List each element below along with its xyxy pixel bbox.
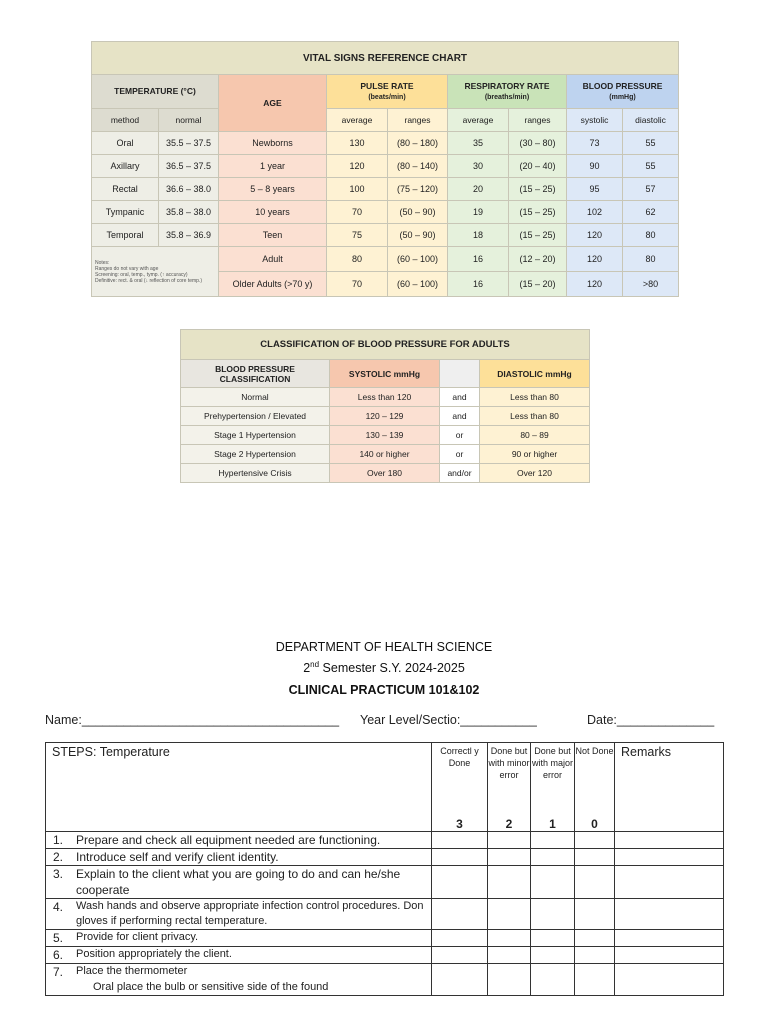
temperature-header: TEMPERATURE (°C) [92,75,219,109]
semester-text: Semester S.Y. 2024-2025 [319,661,465,675]
vital-signs-chart [91,41,679,297]
bp-diastolic: 62 [623,201,679,224]
remarks-cell[interactable] [615,899,724,930]
bp-classification-table [180,329,590,483]
sub-header-pulse-average: average [327,109,388,132]
score-cell-1[interactable] [531,832,575,849]
rating-header [488,743,531,832]
bp-class-systolic: 120 – 129 [330,407,440,426]
step-cell [46,832,432,849]
vital-row [92,132,679,155]
bp-class-systolic: Less than 120 [330,388,440,407]
sub-header-diastolic: diastolic [623,109,679,132]
bp-class-row [181,445,590,464]
pulse-average: 70 [327,272,388,297]
step-text: Position appropriately the client. [76,948,232,960]
bp-diastolic: 55 [623,155,679,178]
bp-diastolic: >80 [623,272,679,297]
semester-number: 2 [303,661,311,675]
score-cell-0[interactable] [575,964,615,996]
step-text: Place the thermometer [76,965,188,977]
pulse-average: 130 [327,132,388,155]
temp-method: Temporal [92,224,159,247]
semester-suffix: nd [310,659,320,669]
bp-systolic: 90 [567,155,623,178]
resp-range: (15 – 20) [509,272,567,297]
sub-header-normal: normal [159,109,219,132]
resp-average: 20 [448,178,509,201]
remarks-cell[interactable] [615,849,724,866]
step-sub-text: Oral place the bulb or sensitive side of the found [93,981,329,993]
score-cell-0[interactable] [575,832,615,849]
score-cell-3[interactable] [432,899,488,930]
resp-average: 16 [448,247,509,272]
year-level-field[interactable]: Year Level/Sectio:___________ [360,713,537,727]
bp-diastolic: 57 [623,178,679,201]
pulse-header [327,75,448,109]
bp-class-diastolic: 90 or higher [480,445,590,464]
remarks-header: Remarks [615,743,724,832]
age-cell: Adult [219,247,327,272]
step-cell [46,947,432,964]
pulse-average: 120 [327,155,388,178]
temp-normal: 35.5 – 37.5 [159,132,219,155]
bp-class-row [181,407,590,426]
score-cell-3[interactable] [432,947,488,964]
score-cell-2[interactable] [488,849,531,866]
score-cell-1[interactable] [531,947,575,964]
rating-label: Not Done [575,746,614,756]
resp-header-unit: (breaths/min) [484,93,530,101]
score-cell-0[interactable] [575,899,615,930]
bp-systolic: 102 [567,201,623,224]
resp-range: (12 – 20) [509,247,567,272]
pulse-range: (75 – 120) [388,178,448,201]
vital-row [92,224,679,247]
vital-row [92,201,679,224]
bp-class-conjunction: or [440,426,480,445]
notes-line: Notes: [95,259,110,266]
notes-line: Ranges do not vary with age [95,265,159,272]
bp-header-unit: (mmHg) [609,93,636,101]
step-text: Wash hands and observe appropriate infection control procedures. Don gloves if performing rectal temperature. [76,900,424,927]
vital-row [92,247,679,272]
age-header: AGE [219,75,327,132]
vital-row [92,155,679,178]
remarks-cell[interactable] [615,947,724,964]
step-cell [46,849,432,866]
table-row [46,849,724,866]
temp-normal: 36.6 – 38.0 [159,178,219,201]
score-cell-0[interactable] [575,947,615,964]
resp-range: (20 – 40) [509,155,567,178]
pulse-header-unit: (beats/min) [368,93,406,101]
temperature-notes [92,247,219,297]
sub-header-method: method [92,109,159,132]
score-cell-1[interactable] [531,964,575,996]
bp-class-row [181,464,590,483]
table-row [46,947,724,964]
resp-header-label: RESPIRATORY RATE [464,80,550,91]
bp-systolic: 95 [567,178,623,201]
bp-class-conjunction: and/or [440,464,480,483]
rating-label: Correctl y Done [440,746,479,768]
bp-class-systolic: 130 – 139 [330,426,440,445]
pulse-average: 75 [327,224,388,247]
student-info-line [45,713,725,731]
step-cell [46,930,432,947]
step-cell [46,964,432,996]
remarks-cell[interactable] [615,866,724,899]
step-number: 6. [53,948,64,962]
bp-class-conjunction: and [440,388,480,407]
score-cell-0[interactable] [575,930,615,947]
score-cell-1[interactable] [531,866,575,899]
bp-class-name: Stage 1 Hypertension [181,426,330,445]
score-cell-3[interactable] [432,849,488,866]
resp-average: 19 [448,201,509,224]
bp-header-label: BLOOD PRESSURE [582,80,663,91]
rating-header [432,743,488,832]
resp-range: (15 – 25) [509,178,567,201]
bp-class-row [181,388,590,407]
step-text: Prepare and check all equipment needed are functioning. [76,833,381,847]
remarks-cell[interactable] [615,964,724,996]
sub-header-resp-ranges: ranges [509,109,567,132]
name-field[interactable]: Name:_____________________________________ [45,713,340,727]
score-cell-2[interactable] [488,899,531,930]
temp-normal: 35.8 – 36.9 [159,224,219,247]
rating-header [531,743,575,832]
score-cell-1[interactable] [531,899,575,930]
bp-diastolic: 80 [623,247,679,272]
vital-row [92,178,679,201]
step-number: 5. [53,931,64,945]
score-cell-2[interactable] [488,866,531,899]
score-cell-3[interactable] [432,832,488,849]
bp-class-diastolic: Less than 80 [480,388,590,407]
semester-line [0,661,768,675]
table-row [46,832,724,849]
remarks-cell[interactable] [615,930,724,947]
bp-classification-title: CLASSIFICATION OF BLOOD PRESSURE FOR ADULTS [181,330,590,360]
sub-header-pulse-ranges: ranges [388,109,448,132]
step-text: Introduce self and verify client identity. [76,850,279,864]
step-text: Explain to the client what you are going to do and can he/she cooperate [76,867,401,897]
bp-class-header: BLOOD PRESSURE CLASSIFICATION [181,360,330,388]
resp-average: 35 [448,132,509,155]
bp-class-systolic: Over 180 [330,464,440,483]
step-cell [46,866,432,899]
score-cell-2[interactable] [488,947,531,964]
score-cell-2[interactable] [488,930,531,947]
steps-header: STEPS: Temperature [46,743,432,832]
rating-score: 2 [505,817,513,831]
score-cell-1[interactable] [531,849,575,866]
temp-normal: 36.5 – 37.5 [159,155,219,178]
bp-class-row [181,426,590,445]
bp-diastolic: 55 [623,132,679,155]
resp-average: 18 [448,224,509,247]
table-row [46,899,724,930]
rating-header [575,743,615,832]
course-title: CLINICAL PRACTICUM 101&102 [288,683,480,697]
step-number: 2. [53,850,64,864]
resp-header [448,75,567,109]
score-cell-0[interactable] [575,866,615,899]
temp-method: Axillary [92,155,159,178]
notes-line: Screening: oral, temp., tymp. (↑ accuracy) [95,271,188,278]
step-number: 4. [53,900,64,914]
bp-diastolic: 80 [623,224,679,247]
age-cell: Older Adults (>70 y) [219,272,327,297]
pulse-average: 70 [327,201,388,224]
temp-method: Rectal [92,178,159,201]
rating-score: 0 [591,817,598,831]
pulse-range: (50 – 90) [388,201,448,224]
pulse-header-label: PULSE RATE [360,80,414,91]
sub-header-systolic: systolic [567,109,623,132]
bp-class-conjunction: and [440,407,480,426]
pulse-range: (50 – 90) [388,224,448,247]
bp-class-name: Stage 2 Hypertension [181,445,330,464]
bp-class-name: Normal [181,388,330,407]
bp-systolic-header: SYSTOLIC mmHg [330,360,440,388]
resp-average: 30 [448,155,509,178]
step-number: 1. [53,833,64,847]
table-row [46,866,724,899]
bp-systolic: 120 [567,247,623,272]
bp-diastolic-header: DIASTOLIC mmHg [480,360,590,388]
score-cell-2[interactable] [488,964,531,996]
rating-label: Done but with minor error [488,746,530,780]
resp-range: (15 – 25) [509,224,567,247]
pulse-range: (60 – 100) [388,247,448,272]
age-cell: Newborns [219,132,327,155]
step-text: Provide for client privacy. [76,931,199,943]
temp-normal: 35.8 – 38.0 [159,201,219,224]
bp-class-diastolic: 80 – 89 [480,426,590,445]
resp-range: (30 – 80) [509,132,567,155]
bp-class-diastolic: Less than 80 [480,407,590,426]
notes-line: Definitive: rect. & oral (↓ reflection of core temp.) [95,277,202,284]
sub-header-resp-average: average [448,109,509,132]
resp-range: (15 – 25) [509,201,567,224]
temp-method: Oral [92,132,159,155]
bp-conjunction-header [440,360,480,388]
rating-label: Done but with major error [531,746,573,780]
pulse-range: (80 – 140) [388,155,448,178]
table-row [46,964,724,996]
step-cell [46,899,432,930]
score-cell-3[interactable] [432,930,488,947]
vital-chart-title: VITAL SIGNS REFERENCE CHART [92,42,679,75]
score-cell-1[interactable] [531,930,575,947]
bp-systolic: 120 [567,224,623,247]
score-cell-3[interactable] [432,964,488,996]
temp-method: Tympanic [92,201,159,224]
age-cell: 5 – 8 years [219,178,327,201]
pulse-average: 80 [327,247,388,272]
pulse-range: (60 – 100) [388,272,448,297]
age-cell: Teen [219,224,327,247]
age-cell: 10 years [219,201,327,224]
step-number: 3. [53,867,64,881]
bp-systolic: 120 [567,272,623,297]
bp-header [567,75,679,109]
score-cell-3[interactable] [432,866,488,899]
pulse-average: 100 [327,178,388,201]
score-cell-0[interactable] [575,849,615,866]
department-title: DEPARTMENT OF HEALTH SCIENCE [275,640,493,654]
date-field[interactable]: Date:______________ [587,713,715,727]
step-number: 7. [53,965,64,979]
rating-score: 1 [549,817,556,831]
table-row [46,930,724,947]
score-cell-2[interactable] [488,832,531,849]
bp-class-diastolic: Over 120 [480,464,590,483]
bp-class-name: Prehypertension / Elevated [181,407,330,426]
remarks-cell[interactable] [615,832,724,849]
bp-class-conjunction: or [440,445,480,464]
bp-class-name: Hypertensive Crisis [181,464,330,483]
bp-class-systolic: 140 or higher [330,445,440,464]
temperature-checklist [45,742,724,996]
bp-systolic: 73 [567,132,623,155]
age-cell: 1 year [219,155,327,178]
resp-average: 16 [448,272,509,297]
rating-score: 3 [456,817,463,831]
pulse-range: (80 – 180) [388,132,448,155]
